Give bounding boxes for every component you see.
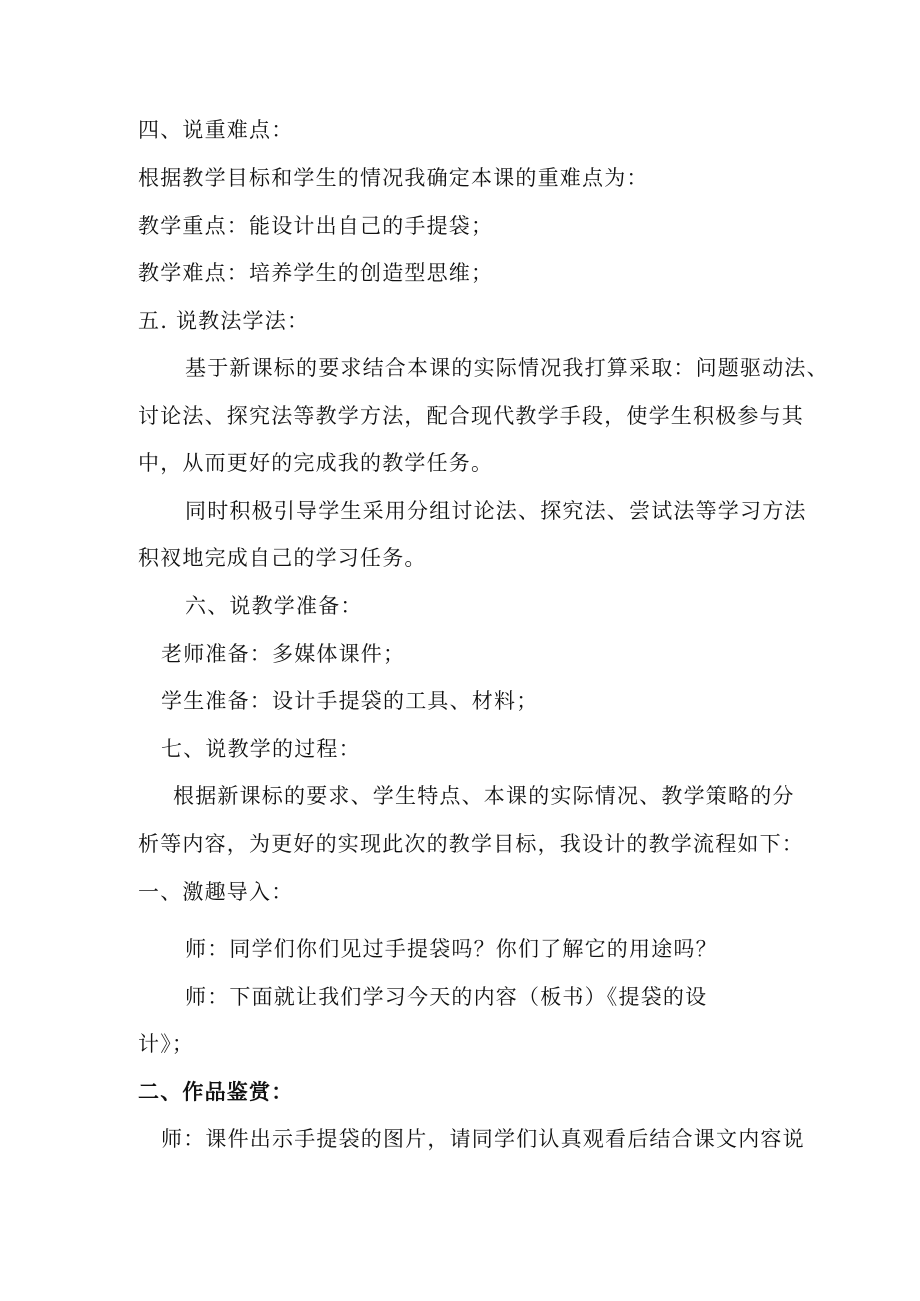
section-heading-preparation: 六、说教学准备： — [185, 594, 363, 618]
paragraph-line: 同时积极引导学生采用分组讨论法、探究法、尝试法等学习方法 — [185, 499, 807, 523]
subsection-heading-intro: 一、激趣导入： — [138, 880, 294, 904]
paragraph-line: 教学重点：能设计出自己的手提袋； — [138, 214, 494, 238]
paragraph-line: 师：课件出示手提袋的图片，请同学们认真观看后结合课文内容说 — [161, 1127, 805, 1151]
paragraph-line: 学生准备：设计手提袋的工具、材料； — [161, 689, 539, 713]
section-heading-difficulties: 四、说重难点： — [138, 118, 294, 142]
paragraph-line: 计》； — [138, 1032, 195, 1056]
paragraph-line: 老师准备：多媒体课件； — [161, 642, 406, 666]
paragraph-line: 根据新课标的要求、学生特点、本课的实际情况、教学策略的分 — [173, 784, 795, 808]
paragraph-line: 析等内容，为更好的实现此次的教学目标，我设计的教学流程如下： — [138, 832, 804, 856]
paragraph-line: 教学难点：培养学生的创造型思维； — [138, 261, 494, 285]
section-heading-process: 七、说教学的过程： — [161, 737, 361, 761]
paragraph-line: 师：下面就让我们学习今天的内容（板书）《提袋的设 — [185, 985, 708, 1009]
paragraph-line: 中，从而更好的完成我的教学任务。 — [138, 451, 494, 475]
paragraph-line: 讨论法、探究法等教学方法，配合现代教学手段，使学生积极参与其 — [138, 404, 804, 428]
subsection-heading-appreciation: 二、作品鉴赏： — [138, 1079, 294, 1104]
paragraph-line: 积衩地完成自己的学习任务。 — [138, 546, 427, 570]
paragraph-line: 基于新课标的要求结合本课的实际情况我打算采取：问题驱动法、 — [185, 356, 829, 380]
paragraph-line: 根据教学目标和学生的情况我确定本课的重难点为： — [138, 166, 649, 190]
section-heading-methods: 五. 说教法学法： — [138, 309, 310, 333]
paragraph-line: 师：同学们你们见过手提袋吗？你们了解它的用途吗？ — [185, 937, 718, 961]
